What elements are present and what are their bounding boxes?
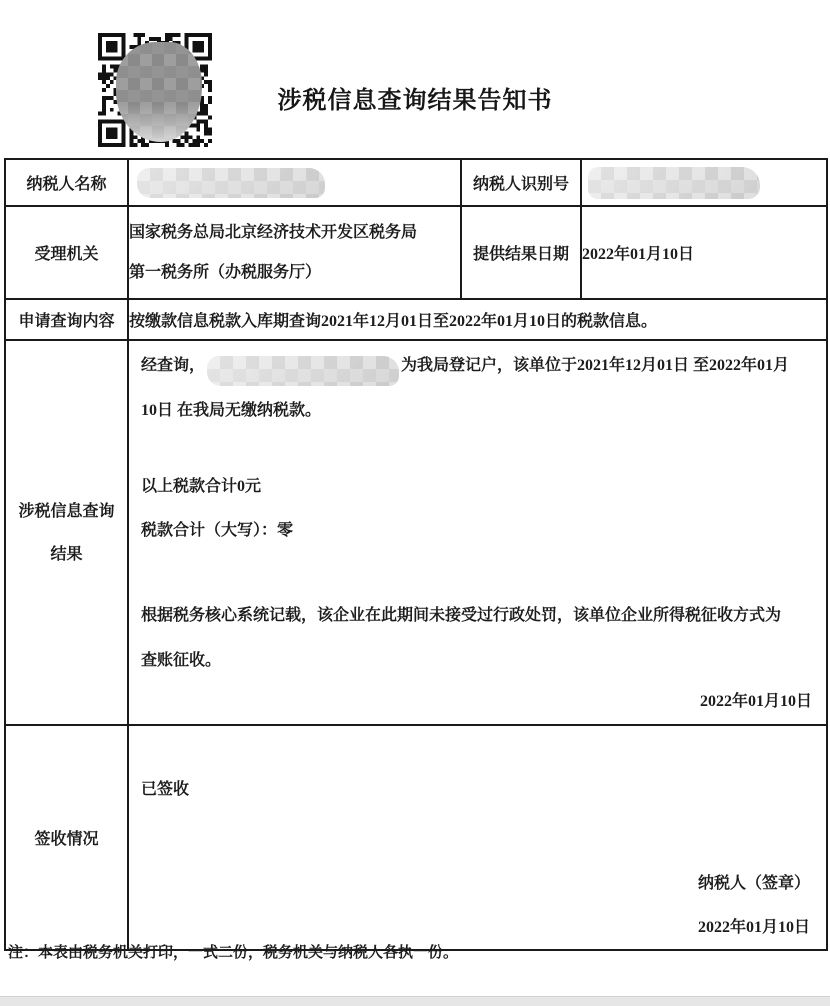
result-paragraph1 bbox=[141, 343, 812, 433]
result-section-label bbox=[5, 340, 128, 725]
taxpayer-name-value bbox=[128, 159, 461, 206]
page-title: 涉税信息查询结果告知书 bbox=[277, 88, 553, 114]
taxpayer-name-label: 纳税人名称 bbox=[5, 159, 128, 206]
table-row-query-content bbox=[5, 299, 827, 340]
sign-status: 已签收 bbox=[141, 781, 190, 798]
agency-label: 受理机关 bbox=[5, 206, 128, 299]
result-paragraph2: 根据税务核心系统记载，该企业在此期间未接受过行政处罚，该单位企业所得税征收方式为查账征收。 bbox=[141, 607, 782, 669]
result-content bbox=[128, 340, 827, 725]
table-row-agency bbox=[5, 206, 827, 299]
result-para1-suffix: 为我局登记户，该单位于2021年12月01日 至2022年01月 bbox=[401, 357, 790, 374]
agency-value bbox=[128, 206, 461, 299]
taxpayer-id-value bbox=[581, 159, 827, 206]
result-label-line2: 结果 bbox=[50, 545, 83, 563]
redacted-taxpayer-name bbox=[137, 168, 325, 198]
tax-notice-table bbox=[4, 158, 828, 951]
agency-line2: 第一税务所（办税服务厅） bbox=[129, 263, 322, 281]
result-total-capital: 税款合计（大写）：零 bbox=[141, 522, 294, 539]
table-row-result bbox=[5, 340, 827, 725]
result-para1-line2: 10日 在我局无缴纳税款。 bbox=[141, 402, 322, 419]
result-date-label: 提供结果日期 bbox=[461, 206, 581, 299]
result-label-line1: 涉税信息查询 bbox=[18, 502, 115, 520]
agency-line1: 国家税务总局北京经济技术开发区税务局 bbox=[129, 223, 418, 241]
table-row-sign bbox=[5, 725, 827, 950]
taxpayer-id-label: 纳税人识别号 bbox=[461, 159, 581, 206]
query-content-label: 申请查询内容 bbox=[5, 299, 128, 340]
sign-content bbox=[128, 725, 827, 950]
redacted-taxpayer-id bbox=[588, 167, 760, 199]
result-date: 2022年01月10日 bbox=[699, 693, 812, 710]
sign-section-label: 签收情况 bbox=[5, 725, 128, 950]
signer-label: 纳税人（签章） bbox=[697, 875, 810, 892]
bottom-bar bbox=[0, 996, 830, 1006]
document-header bbox=[0, 0, 830, 158]
query-content-value: 按缴款信息税款入库期查询2021年12月01日至2022年01月10日的税款信息。 bbox=[128, 299, 827, 340]
footer-note: 注：本表由税务机关打印，一式二份，税务机关与纳税人各执一份。 bbox=[8, 945, 459, 961]
redacted-company-name bbox=[207, 356, 399, 386]
sign-date: 2022年01月10日 bbox=[697, 919, 810, 936]
result-total-amount: 以上税款合计0元 bbox=[141, 478, 262, 495]
table-row-taxpayer bbox=[5, 159, 827, 206]
result-para1-prefix: 经查询， bbox=[141, 357, 206, 374]
result-date-value: 2022年01月10日 bbox=[581, 206, 827, 299]
